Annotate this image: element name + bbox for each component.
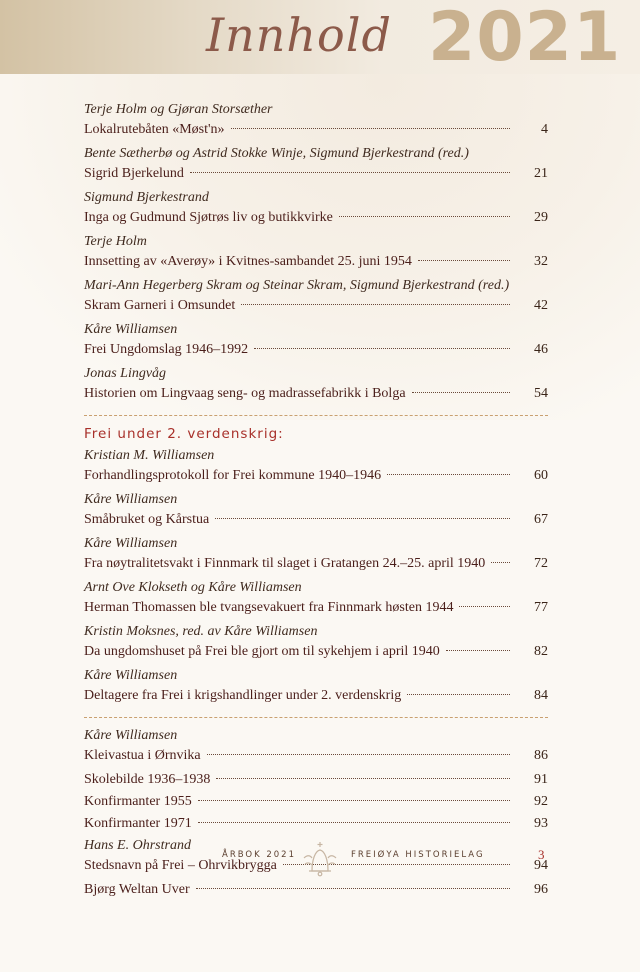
toc-entry-page-number: 21 — [534, 166, 548, 181]
section-heading-ww2: Frei under 2. verdenskrig: — [84, 426, 284, 442]
toc-entry — [84, 534, 548, 574]
dot-leader — [190, 172, 510, 173]
toc-entry-author: Kåre Williamsen — [84, 728, 178, 743]
toc-entry — [84, 490, 548, 530]
toc-entry-row — [84, 340, 548, 360]
toc-entry-page-number: 46 — [534, 342, 548, 357]
table-of-contents — [84, 100, 548, 902]
toc-entry-author: Kristin Moksnes, red. av Kåre Williamsen — [84, 624, 318, 639]
toc-entry — [84, 364, 548, 404]
dot-leader — [339, 216, 510, 217]
toc-entry-page-number: 60 — [534, 468, 548, 483]
spacer — [84, 900, 548, 902]
toc-entry-author: Bente Sætherbø og Astrid Stokke Winje, Sigmund Bjerkestrand (red.) — [84, 146, 469, 161]
toc-entry-title: Kleivastua i Ørnvika — [84, 748, 201, 763]
toc-entry-title: Deltagere fra Frei i krigshandlinger under 2. verdenskrig — [84, 688, 402, 703]
toc-group-articles — [84, 100, 548, 408]
toc-entry-title: Stedsnavn på Frei – Ohrvikbrygga — [84, 858, 277, 873]
toc-entry — [84, 446, 548, 486]
toc-entry-title: Fra nøytralitetsvakt i Finnmark til slaget i Gratangen 24.–25. april 1940 — [84, 556, 486, 571]
toc-entry — [84, 578, 548, 618]
toc-entry — [84, 622, 548, 662]
dot-leader — [418, 260, 510, 261]
page-footer — [0, 838, 640, 878]
toc-entry-page-number: 94 — [534, 858, 548, 873]
toc-entry-author: Kåre Williamsen — [84, 668, 178, 683]
dot-leader — [207, 754, 510, 755]
toc-entry-title: Sigrid Bjerkelund — [84, 166, 184, 181]
toc-entry-author: Kåre Williamsen — [84, 492, 178, 507]
toc-entry-page-number: 32 — [534, 254, 548, 269]
toc-entry — [84, 792, 548, 812]
dot-leader — [254, 348, 510, 349]
toc-entry-author: Terje Holm og Gjøran Storsæther — [84, 102, 273, 117]
footer-publisher-label: FREIØYA HISTORIELAG — [351, 850, 485, 860]
toc-entry-page-number: 77 — [534, 600, 548, 615]
toc-entry-title: Skram Garneri i Omsundet — [84, 298, 236, 313]
toc-entry-row — [84, 384, 548, 404]
toc-entry-page-number: 72 — [534, 556, 548, 571]
footer-yearbook-label: ÅRBOK 2021 — [222, 850, 297, 860]
toc-entry-page-number: 86 — [534, 748, 548, 763]
toc-entry-row — [84, 770, 548, 790]
toc-entry — [84, 880, 548, 900]
header-year: 2021 — [428, 0, 622, 77]
dot-leader — [198, 822, 510, 823]
dot-leader — [412, 392, 510, 393]
dot-leader — [241, 304, 510, 305]
toc-entry-title: Skolebilde 1936–1938 — [84, 772, 211, 787]
toc-entry — [84, 726, 548, 766]
toc-entry-page-number: 67 — [534, 512, 548, 527]
toc-entry-page-number: 93 — [534, 816, 548, 831]
toc-entry-row — [84, 792, 548, 812]
dot-leader — [231, 128, 510, 129]
dot-leader — [407, 694, 510, 695]
toc-entry-title: Forhandlingsprotokoll for Frei kommune 1940–1946 — [84, 468, 382, 483]
spacer — [84, 404, 548, 408]
toc-entry-author: Terje Holm — [84, 234, 147, 249]
dot-leader — [387, 474, 510, 475]
toc-entry-page-number: 29 — [534, 210, 548, 225]
toc-entry-title: Konfirmanter 1955 — [84, 794, 192, 809]
toc-entry-author: Hans E. Ohrstrand — [84, 838, 191, 853]
toc-entry-row — [84, 208, 548, 228]
toc-entry-row — [84, 252, 548, 272]
toc-entry-page-number: 91 — [534, 772, 548, 787]
toc-entry-page-number: 84 — [534, 688, 548, 703]
toc-entry-page-number: 96 — [534, 882, 548, 897]
toc-entry — [84, 188, 548, 228]
section-divider — [84, 415, 548, 416]
dot-leader — [216, 778, 510, 779]
dot-leader — [196, 888, 510, 889]
toc-entry-title: Lokalrutebåten «Møst'n» — [84, 122, 225, 137]
toc-entry-row — [84, 554, 548, 574]
toc-entry-title: Da ungdomshuset på Frei ble gjort om til sykehjem i april 1940 — [84, 644, 440, 659]
toc-entry-row — [84, 164, 548, 184]
dot-leader — [491, 562, 510, 563]
toc-entry-title: Innsetting av «Averøy» i Kvitnes-sambandet 25. juni 1954 — [84, 254, 412, 269]
toc-entry-author: Kåre Williamsen — [84, 322, 178, 337]
church-bell-emblem-icon — [298, 838, 342, 878]
toc-entry-page-number: 92 — [534, 794, 548, 809]
toc-entry-row — [84, 686, 548, 706]
toc-entry — [84, 320, 548, 360]
dot-leader — [446, 650, 510, 651]
toc-entry-row — [84, 296, 548, 316]
toc-entry-title: Småbruket og Kårstua — [84, 512, 210, 527]
toc-entry-page-number: 82 — [534, 644, 548, 659]
toc-entry-row — [84, 120, 548, 140]
page-header — [0, 0, 640, 77]
toc-entry-page-number: 54 — [534, 386, 548, 401]
toc-entry-title: Frei Ungdomslag 1946–1992 — [84, 342, 249, 357]
toc-entry-author: Arnt Ove Klokseth og Kåre Williamsen — [84, 580, 302, 595]
dot-leader — [215, 518, 510, 519]
toc-entry — [84, 100, 548, 140]
toc-entry-row — [84, 466, 548, 486]
toc-entry-row — [84, 598, 548, 618]
toc-entry-title: Inga og Gudmund Sjøtrøs liv og butikkvirke — [84, 210, 333, 225]
toc-entry-page-number: 4 — [541, 122, 548, 137]
toc-entry-author: Kåre Williamsen — [84, 536, 178, 551]
toc-entry-page-number: 42 — [534, 298, 548, 313]
toc-entry-title: Bjørg Weltan Uver — [84, 882, 190, 897]
toc-entry — [84, 770, 548, 790]
toc-entry-row — [84, 880, 548, 900]
toc-entry-author: Jonas Lingvåg — [84, 366, 167, 381]
spacer — [84, 706, 548, 710]
toc-entry — [84, 666, 548, 706]
footer-page-number: 3 — [538, 847, 545, 862]
toc-entry-title: Herman Thomassen ble tvangsevakuert fra Finnmark høsten 1944 — [84, 600, 454, 615]
toc-entry-title: Konfirmanter 1971 — [84, 816, 192, 831]
toc-entry-author: Kristian M. Williamsen — [84, 448, 215, 463]
toc-entry-row — [84, 746, 548, 766]
section-divider — [84, 717, 548, 718]
dot-leader — [459, 606, 510, 607]
dot-leader — [198, 800, 510, 801]
toc-entry-title: Historien om Lingvaag seng- og madrassefabrikk i Bolga — [84, 386, 406, 401]
page-title: Innhold — [206, 8, 392, 62]
toc-entry-author: Sigmund Bjerkestrand — [84, 190, 209, 205]
toc-entry — [84, 276, 548, 316]
toc-entry-row — [84, 510, 548, 530]
toc-entry — [84, 144, 548, 184]
toc-group-ww2 — [84, 446, 548, 710]
toc-entry — [84, 814, 548, 834]
toc-entry-author: Mari-Ann Hegerberg Skram og Steinar Skram, Sigmund Bjerkestrand (red.) — [84, 278, 510, 293]
toc-entry — [84, 232, 548, 272]
toc-entry-row — [84, 814, 548, 834]
toc-entry-row — [84, 642, 548, 662]
